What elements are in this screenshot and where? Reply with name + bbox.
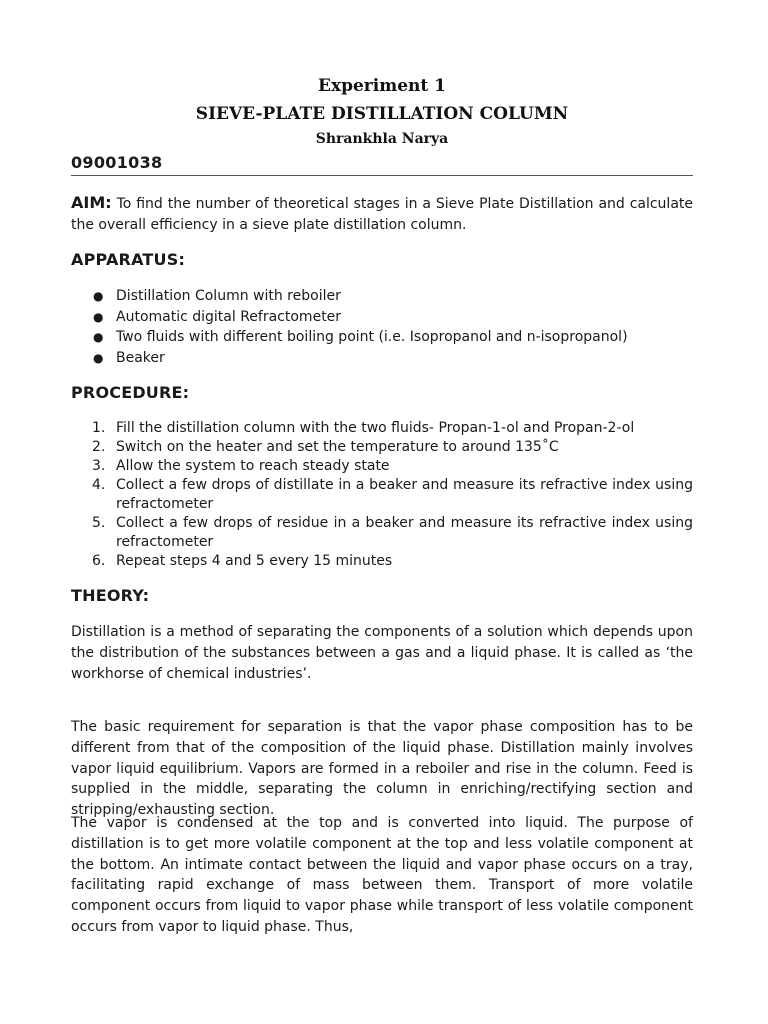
procedure-list [71,419,693,571]
step-number: 1. [92,420,106,436]
bullet-icon: ● [93,330,104,344]
step-number: 5. [92,515,106,531]
aim-paragraph [71,192,693,236]
step-number: 6. [92,553,106,569]
list-item [71,438,693,457]
step-number: 2. [92,439,106,455]
aim-label: AIM: [71,193,112,212]
theory-paragraph: Distillation is a method of separating the components of a solution which depends upon the distribution of the substances between a gas and a liquid phase. It is called as ‘the workhorse of chemical industries’. [71,624,693,682]
step-text: Collect a few drops of residue in a beaker and measure its refractive index using refractometer [116,515,693,550]
list-item [71,348,628,369]
document-title: SIEVE-PLATE DISTILLATION COLUMN [195,104,569,124]
step-text: Allow the system to reach steady state [116,458,390,474]
list-item [71,514,693,552]
list-item [71,419,693,438]
list-item [71,286,628,307]
apparatus-item-text: Two fluids with different boiling point (i.e. Isopropanol and n-isopropanol) [116,329,628,345]
list-item [71,552,693,571]
apparatus-item-text: Distillation Column with reboiler [116,288,341,304]
theory-heading: THEORY: [71,586,150,605]
list-item [71,457,693,476]
procedure-heading: PROCEDURE: [71,383,190,402]
bullet-icon: ● [93,350,104,365]
step-number: 3. [92,458,106,474]
step-text: Collect a few drops of distillate in a beaker and measure its refractive index using refractometer [116,477,693,512]
apparatus-heading: APPARATUS: [71,250,186,269]
step-text: Fill the distillation column with the two fluids- Propan-1-ol and Propan-2-ol [116,420,635,436]
step-text: Switch on the heater and set the temperature to around 135˚C [116,439,559,455]
header-divider [71,175,693,176]
list-item [71,307,628,328]
theory-paragraph: The vapor is condensed at the top and is converted into liquid. The purpose of distillation is to get more volatile component at the top and less volatile component at the bottom. An intimate contact between the liquid and vapor phase occurs on a tray, facilitating rapid exchange of mass between them. Transport of more volatile component occurs from liquid to vapor phase while transport of less volatile component occurs from vapor to liquid phase. Thus, [71,815,693,935]
bullet-icon: ● [93,289,104,303]
experiment-number: Experiment 1 [318,76,446,96]
list-item [71,327,628,348]
apparatus-item-text: Automatic digital Refractometer [116,308,342,325]
step-number: 4. [92,477,106,493]
roll-number: 09001038 [71,153,163,172]
author-name: Shrankhla Narya [315,131,449,147]
list-item [71,476,693,514]
theory-paragraph: The basic requirement for separation is that the vapor phase composition has to be different from that of the composition of the liquid phase. Distillation mainly involves vapor liquid equilibrium. Vapors are formed in a reboiler and rise in the column. Feed is supplied in the middle, separating the column in enriching/rectifying section and stripping/exhausting section. [71,719,693,819]
aim-text: To find the number of theoretical stages in a Sieve Plate Distillation and calculate the overall efficiency in a sieve plate distillation column. [71,196,694,233]
apparatus-list [71,286,628,368]
apparatus-item-text: Beaker [116,349,165,366]
bullet-icon: ● [93,309,104,324]
step-text: Repeat steps 4 and 5 every 15 minutes [116,553,393,569]
